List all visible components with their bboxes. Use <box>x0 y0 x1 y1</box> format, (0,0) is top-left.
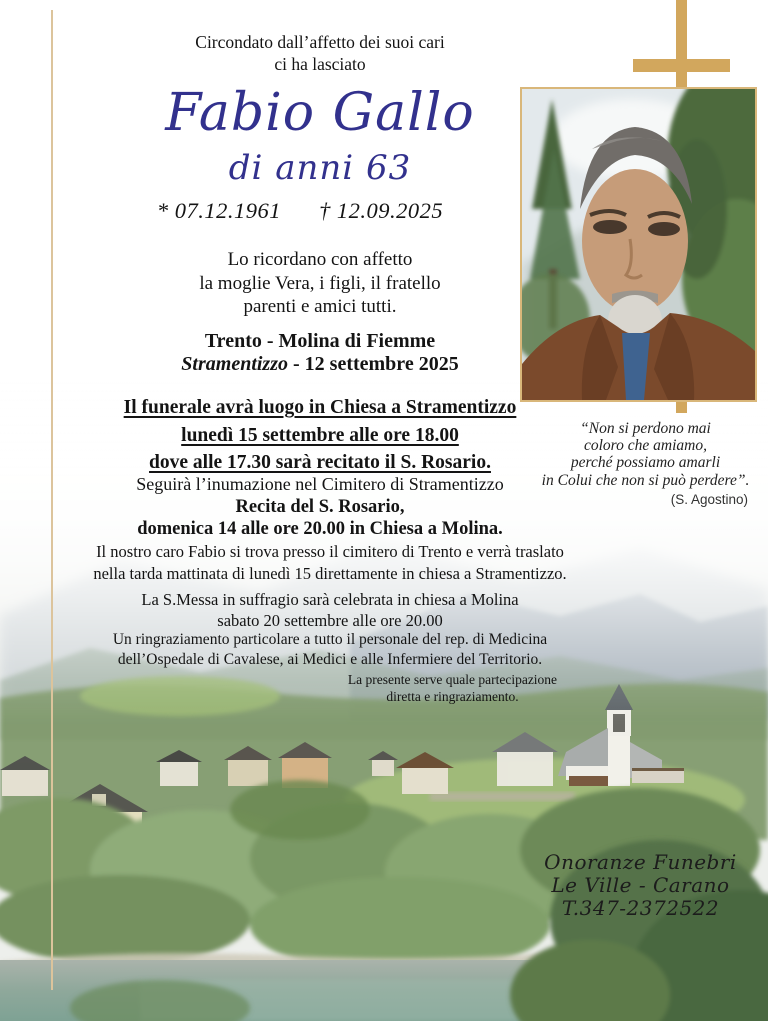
mass-note <box>30 589 630 631</box>
rosary-line-2: domenica 14 alle ore 20.00 in Chiesa a Molina. <box>137 518 503 539</box>
transfer-line-2: nella tarda mattinata di lunedì 15 direttamente in chiesa a Stramentizzo. <box>93 564 567 583</box>
funeral-line-3: dove alle 17.30 sarà recitato il S. Rosario. <box>149 452 491 473</box>
remembrance-text <box>35 248 605 319</box>
thanks-line-2: dell’Ospedale di Cavalese, ai Medici e alle Infermiere del Territorio. <box>117 651 543 668</box>
funeral-home-signature <box>528 851 753 920</box>
participation-note <box>330 672 575 705</box>
rosary-notice <box>35 497 605 540</box>
quote-line-3: perché possiamo amarli <box>570 454 721 472</box>
funeral-home-phone: T.347-2372522 <box>561 896 720 920</box>
right-eye <box>648 222 680 236</box>
participation-line-1: La presente serve quale partecipazione <box>347 672 558 687</box>
remembrance-line-2: la moglie Vera, i figli, il fratello <box>199 272 441 294</box>
places-date: - 12 settembre 2025 <box>288 352 459 375</box>
burial-note: Seguirà l’inumazione nel Cimitero di Stramentizzo <box>136 474 504 494</box>
birth-date: * 07.12.1961 <box>156 198 281 223</box>
funeral-home-location: Le Ville - Carano <box>551 873 730 897</box>
quote-line-4: in Colui che non si può perdere”. <box>541 471 750 489</box>
gold-cross-bar-icon <box>633 59 730 72</box>
quote-line-1: “Non si perdono mai <box>580 420 711 437</box>
quote-attribution: (S. Agostino) <box>670 492 748 507</box>
place-stramentizzo: Stramentizzo <box>181 352 288 375</box>
places-dateline <box>35 330 605 375</box>
deceased-name: Fabio Gallo <box>165 83 475 143</box>
places-line-2 <box>35 353 605 376</box>
transfer-line-1: Il nostro caro Fabio si trova presso il cimitero di Trento e verrà traslato <box>96 542 564 561</box>
rosary-line-1: Recita del S. Rosario, <box>235 497 405 517</box>
mass-line-1: La S.Messa in suffragio sarà celebrata in chiesa a Molina <box>141 590 519 609</box>
remembrance-line-3: parenti e amici tutti. <box>243 296 397 317</box>
funeral-notice <box>35 394 605 477</box>
thanks-note <box>30 630 630 670</box>
intro-line-1: Circondato dall’affetto dei suoi cari <box>195 32 445 52</box>
mass-line-2: sabato 20 settembre alle ore 20.00 <box>217 611 443 630</box>
participation-line-2: diretta e ringraziamento. <box>386 688 519 704</box>
funeral-line-1: Il funerale avrà luogo in Chiesa a Stramentizzo <box>123 397 517 418</box>
thanks-line-1: Un ringraziamento particolare a tutto il personale del rep. di Medicina <box>112 631 548 648</box>
deceased-age: di anni 63 <box>228 148 412 188</box>
transfer-note <box>30 541 630 585</box>
remembrance-line-1: Lo ricordano con affetto <box>227 249 413 270</box>
funeral-home-name: Onoranze Funebri <box>544 850 737 874</box>
intro-text <box>35 31 605 75</box>
intro-line-2: ci ha lasciato <box>274 54 366 74</box>
birth-death-dates <box>35 196 565 226</box>
funeral-line-2: lunedì 15 settembre alle ore 18.00 <box>181 424 459 446</box>
quote-line-2: coloro che amiamo, <box>584 437 707 455</box>
left-eye <box>593 220 627 234</box>
death-date: † 12.09.2025 <box>319 198 444 223</box>
places-line-1: Trento - Molina di Fiemme <box>204 330 436 352</box>
saint-augustine-quote <box>523 420 768 489</box>
